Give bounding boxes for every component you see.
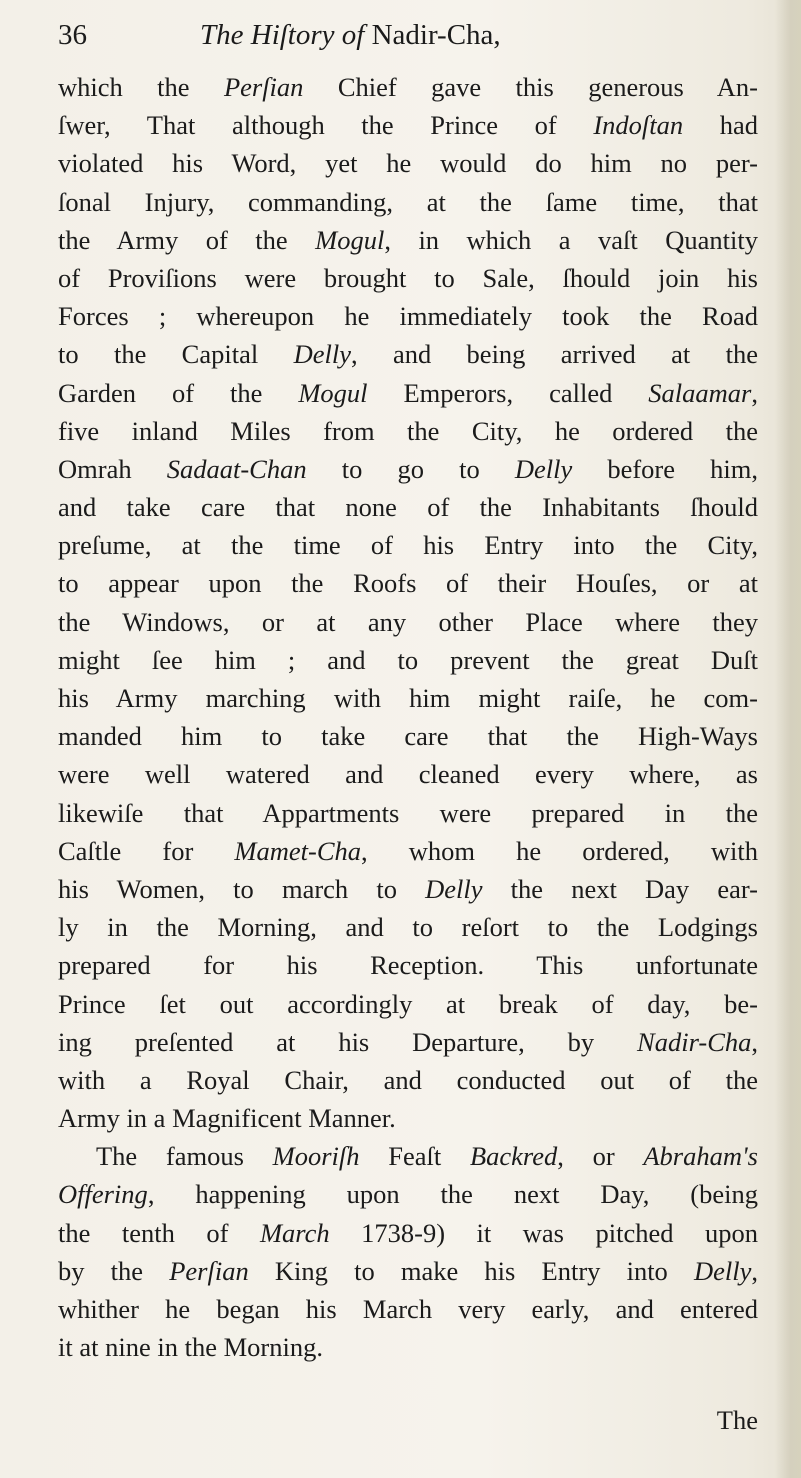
running-title-italic: The Hiſtory of (200, 19, 365, 51)
text-block (58, 2, 758, 1450)
text-line (58, 870, 758, 908)
text-run: , (751, 377, 758, 408)
text-line (58, 1137, 758, 1175)
text-line (58, 641, 758, 679)
text-run: by the (58, 1255, 170, 1286)
page-edge-shadow (775, 0, 801, 1478)
italic-text: Mogul (315, 224, 385, 255)
page-number: 36 (58, 19, 87, 51)
catchword: The (716, 1405, 758, 1436)
text-run: , (751, 1026, 758, 1057)
text-run: Omrah (58, 453, 167, 484)
text-run: it at nine in the Morning. (58, 1332, 323, 1363)
text-run: the Windows, or at any other Place where they (58, 606, 758, 637)
text-run: were well watered and cleaned every where, as (58, 759, 758, 790)
text-run: of Proviſions were brought to Sale, ſhould join his (58, 262, 758, 293)
text-line (58, 259, 758, 297)
italic-text: Delly (514, 453, 573, 484)
text-run: his Army marching with him might raiſe, he com- (58, 683, 758, 713)
text-run: likewiſe that Appartments were prepared in the (58, 797, 758, 828)
text-run: with a Royal Chair, and conducted out of the (58, 1064, 758, 1095)
text-run: , (751, 1255, 759, 1286)
text-run: to go to (306, 453, 515, 484)
text-line (58, 335, 758, 373)
text-line (58, 412, 758, 450)
text-run: to the Capital (58, 339, 294, 370)
text-line (58, 946, 758, 984)
text-run: the tenth of (58, 1217, 260, 1248)
text-run: Army in a Magnificent Manner. (58, 1103, 396, 1134)
text-line (58, 526, 758, 564)
text-line (58, 603, 758, 641)
text-run: ly in the Morning, and to reſort to the Lodgings (58, 912, 758, 943)
text-line (58, 1061, 758, 1099)
text-run: 1738-9) it was pitched upon (329, 1217, 759, 1248)
text-line (58, 679, 758, 717)
text-run: had (683, 110, 759, 141)
italic-text: Mooriſh (272, 1141, 360, 1172)
italic-text: Mogul (298, 377, 368, 408)
running-header (58, 2, 758, 68)
text-run: Feaſt (359, 1141, 470, 1172)
text-run: , whom he ordered, with (361, 835, 758, 866)
text-run: Prince ſet out accordingly at break of day, be- (58, 988, 758, 1019)
text-run: the Army of the (58, 224, 316, 255)
text-run: might ſee him ; and to prevent the great Duſt (58, 644, 758, 675)
italic-text: March (259, 1217, 330, 1248)
text-line (58, 450, 758, 488)
text-run: which the (58, 72, 224, 102)
text-run: Forces ; whereupon he immediately took the Road (58, 301, 758, 332)
text-run: Garden of the (58, 377, 299, 408)
text-run: Caſtle for (58, 835, 235, 866)
text-run: ing preſented at his Departure, by (58, 1026, 638, 1057)
text-line (58, 564, 758, 602)
text-run: preſume, at the time of his Entry into the City, (58, 530, 758, 561)
text-line (58, 106, 758, 144)
text-run: whither he began his March very early, and entered (58, 1294, 758, 1324)
italic-text: Offering (58, 1179, 148, 1210)
text-line (58, 144, 758, 182)
text-run: five inland Miles from the City, he ordered the (58, 415, 758, 446)
italic-text: Delly (293, 339, 351, 370)
text-line (58, 1099, 758, 1137)
text-line (58, 717, 758, 755)
italic-text: Backred (469, 1141, 558, 1172)
body-text (58, 68, 758, 1366)
text-run: before him, (572, 453, 758, 484)
text-line (58, 297, 758, 335)
text-run: ſwer, That although the Prince of (58, 110, 594, 141)
italic-text: Delly (425, 873, 483, 904)
text-run: , or (557, 1141, 644, 1172)
text-run: Emperors, called (367, 377, 649, 408)
text-run: , in which a vaſt Quantity (384, 224, 758, 255)
text-run: violated his Word, yet he would do him no per- (58, 148, 758, 179)
text-run: The famous (96, 1141, 273, 1172)
text-run: ſonal Injury, commanding, at the ſame time, that (58, 186, 758, 217)
text-line (58, 1175, 758, 1213)
text-line (58, 908, 758, 946)
text-run: , and being arrived at the (350, 339, 759, 370)
text-line (58, 221, 758, 259)
text-run: , happening upon the next Day, (being (147, 1179, 758, 1210)
text-run: and take care that none of the Inhabitants ſhould (58, 492, 758, 523)
text-line (58, 68, 758, 106)
text-line (58, 985, 758, 1023)
text-run: his Women, to march to (58, 873, 426, 904)
text-run: Chief gave this generous An- (303, 72, 758, 102)
text-run: manded him to take care that the High-Ways (58, 721, 758, 752)
text-run: prepared for his Reception. This unfortunate (58, 950, 758, 981)
italic-text: Perſian (169, 1255, 249, 1286)
italic-text: Delly (694, 1255, 752, 1286)
italic-text: Abraham's (643, 1141, 758, 1172)
text-line (58, 183, 758, 221)
running-title-roman: Nadir-Cha, (364, 19, 501, 51)
running-title (200, 2, 501, 68)
text-line (58, 832, 758, 870)
italic-text: Indoſtan (593, 110, 684, 141)
text-line (58, 1023, 758, 1061)
text-line (58, 1290, 758, 1328)
text-run: King to make his Entry into (248, 1255, 694, 1286)
text-line (58, 755, 758, 793)
text-line (58, 794, 758, 832)
text-line (58, 1328, 758, 1366)
italic-text: Salaamar (648, 377, 752, 408)
text-line (58, 488, 758, 526)
italic-text: Perſian (223, 72, 304, 102)
text-run: the next Day ear- (482, 873, 758, 904)
italic-text: Nadir-Cha (637, 1026, 752, 1057)
text-line (58, 1214, 758, 1252)
text-line (58, 1252, 758, 1290)
italic-text: Mamet-Cha (234, 835, 361, 866)
italic-text: Sadaat-Chan (166, 453, 307, 484)
text-line (58, 374, 758, 412)
text-run: to appear upon the Roofs of their Houſes, or at (58, 568, 758, 599)
